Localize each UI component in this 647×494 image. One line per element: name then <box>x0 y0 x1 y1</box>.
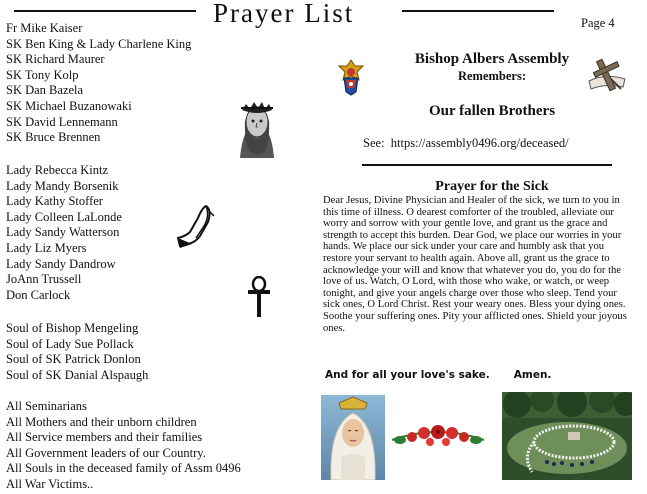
list-item: SK Dan Bazela <box>6 83 84 98</box>
prayer-closing <box>325 369 551 381</box>
list-item: Soul of SK Patrick Donlon <box>6 352 141 367</box>
prayer-closing-text: And for all your love's sake. <box>325 369 490 381</box>
ankh-cross-icon <box>246 276 272 318</box>
list-item: Soul of Lady Sue Pollack <box>6 336 134 351</box>
names-list-souls <box>6 321 296 383</box>
list-item: SK Richard Maurer <box>6 52 105 67</box>
list-item: Lady Sandy Watterson <box>6 225 120 240</box>
see-label: See: <box>363 136 385 150</box>
roses-garland-icon <box>390 420 486 452</box>
names-list-general <box>6 399 296 493</box>
page-title: Prayer List <box>213 0 355 28</box>
list-item: SK David Lennemann <box>6 114 118 129</box>
list-item: All Seminarians <box>6 399 87 413</box>
list-item: All Service members and their families <box>6 430 203 445</box>
list-item: SK Michael Buzanowaki <box>6 98 132 113</box>
list-item: Lady Rebecca Kintz <box>6 163 109 177</box>
page-number: Page 4 <box>581 16 615 30</box>
rosary-garden-photo <box>502 392 632 480</box>
title-rule-left <box>14 10 196 12</box>
prayer-body: Dear Jesus, Divine Physician and Healer of the sick, we turn to you in this time of illness. O dearest comforter of the troubled, alleviate our worry and sorrow with your gentle love, and grant us the grace and strength to accept this burden. Dear God, we place our worries in your hands. We place our sick under your care and humbly ask that you restore your servant to health again. Above all, grant us the grace to acknowledge your will and know that whatever you do, you do for the love of us. Watch, O Lord, with those who wake, or watch, or weep tonight, and give your angels charge over those who sleep. Tend your sick ones, O Lord Christ. Rest your weary ones. Bless your dying ones. Soothe your suffering ones. Pity your afflicted ones. Shield your joyous ones. <box>323 195 627 334</box>
list-item: All War Victims.. <box>6 476 94 491</box>
remembers-label: Remembers: <box>457 69 527 83</box>
list-item: Lady Colleen LaLonde <box>6 209 122 224</box>
list-item: SK Ben King & Lady Charlene King <box>6 36 192 51</box>
list-item: All Mothers and their unborn children <box>6 414 197 429</box>
title-rule-right <box>402 10 554 12</box>
list-item: Fr Mike Kaiser <box>6 21 83 35</box>
cross-and-tools-icon <box>585 57 629 95</box>
assembly-name: Bishop Albers Assembly <box>414 51 570 67</box>
list-item: Lady Sandy Dandrow <box>6 256 116 271</box>
deceased-link[interactable]: https://assembly0496.org/deceased/ <box>390 136 569 150</box>
list-item: Lady Kathy Stoffer <box>6 194 103 209</box>
list-item: Soul of Bishop Mengeling <box>6 321 139 335</box>
praying-hands-icon <box>176 204 218 248</box>
list-item: All Souls in the deceased family of Assm 0496 <box>6 461 241 476</box>
prayer-amen: Amen. <box>513 369 552 381</box>
list-item: SK Bruce Brennen <box>6 130 101 145</box>
virgin-mary-portrait <box>321 395 385 480</box>
prayer-title: Prayer for the Sick <box>435 179 549 194</box>
list-item: Don Carlock <box>6 287 71 302</box>
jesus-crown-of-thorns-icon <box>234 96 280 158</box>
section-divider <box>362 164 612 166</box>
list-item: All Government leaders of our Country. <box>6 445 206 460</box>
list-item: JoAnn Trussell <box>6 272 82 287</box>
list-item: Soul of SK Danial Alspaugh <box>6 367 149 382</box>
list-item: SK Tony Kolp <box>6 67 79 82</box>
see-line <box>363 136 569 151</box>
fallen-brothers-heading: Our fallen Brothers <box>428 103 556 119</box>
list-item: Lady Mandy Borsenik <box>6 178 119 193</box>
list-item: Lady Liz Myers <box>6 240 87 255</box>
